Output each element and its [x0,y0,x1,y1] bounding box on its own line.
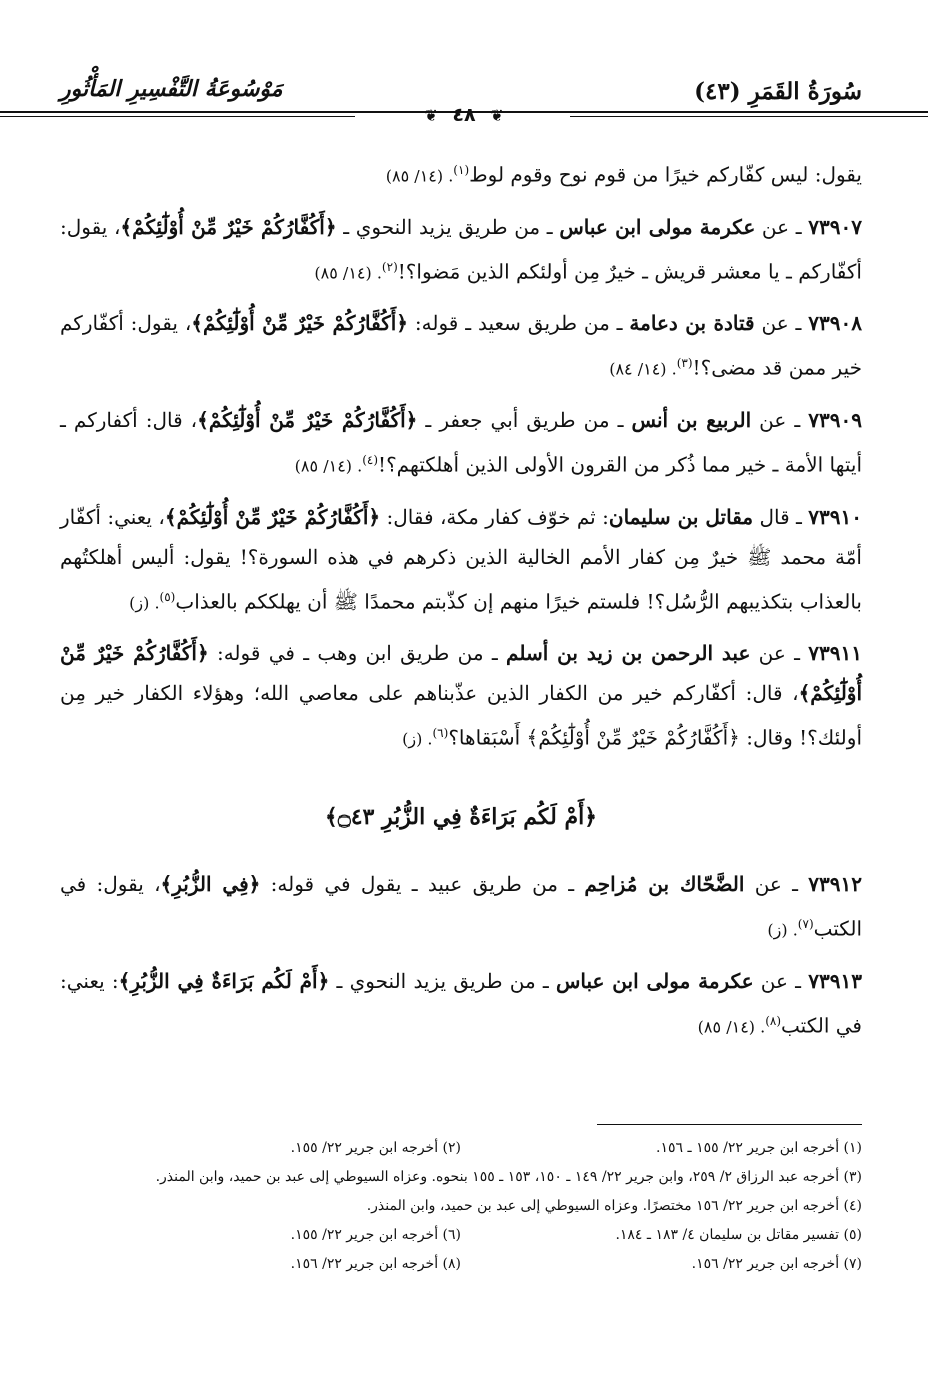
narrator-name: الربيع بن أنس [631,407,752,432]
book-title: مَوْسُوعَةُ التَّفْسِيرِ المَأْثُورِ [60,76,283,102]
volume-reference: . (١٤/ ٨٥) [385,166,454,186]
footnote: (٧) أخرجه ابن جرير ٢٢/ ١٥٦. [691,1256,862,1272]
page-number-block [0,104,928,126]
volume-reference: . (ز) [129,593,160,613]
footnote-marker: (٣) [676,356,693,371]
footnote-marker: (٨) [765,1013,782,1028]
footnote: (٤) أخرجه ابن جرير ٢٢/ ١٥٦ مختصرًا. وعزاه السيوطي إلى عبد بن حميد، وابن المنذر. [366,1198,862,1214]
footnote-marker: (٦) [432,726,449,741]
paragraph-lead: ـ قال [753,504,809,529]
paragraph-text: يقول: ليس كفّاركم خيرًا من قوم نوح وقوم لوط [469,162,862,187]
footnote: (٦) أخرجه ابن جرير ٢٢/ ١٥٥. [290,1227,461,1243]
page-number: ٤٨ [452,104,476,126]
paragraph [60,864,862,951]
paragraph-text: ، يعني: أكفّار أمّة محمد ﷺ خيرٌ مِن كفار الأمم الخالية الذين ذكرهم في هذه السورة؟! يقول: أليس أهلكتُهم بالعذاب بتكذيبهم الرُّسُل؟! فلستم خيرًا منهم إن كذّبتم محمدًا ﷺ أن يهلككم بالعذاب [60,504,862,614]
footnote-marker: (١) [453,163,470,177]
quran-quote: ﴿أَكُفَّارُكُمْ خَيْرٌ مِّنْ أُوْلَٰٓئِكُمْ﴾ [60,641,862,706]
narrator-name: عكرمة مولى ابن عباس [559,214,756,239]
narrator-name: الضَّحّاك بن مُزاحِم [584,871,745,896]
quran-quote: ﴿أَمْ لَكُم بَرَاءَةٌ فِي الزُّبُرِ﴾ [118,968,330,993]
narrator-name: عبد الرحمن بن زيد بن أسلم [506,641,751,666]
footnote-marker: (٥) [159,589,176,604]
chain-text: ـ من طريق سعيد ـ قوله: [408,311,630,336]
paragraph [60,633,862,760]
footnote: (١) أخرجه ابن جرير ٢٢/ ١٥٥ ـ ١٥٦. [656,1140,862,1156]
narration-number: ٧٣٩١٠ [808,504,862,529]
chain-text: ـ من طريق يزيد النحوي ـ [329,968,556,993]
paragraph-text: ، قال: أكفّاركم خير من الكفار الذين عذّبناهم على معاصي الله؛ وهؤلاء الكفار خير مِن أولئك؟! وقال: ﴿أَكُفَّارُكُمْ خَيْرٌ مِّنْ أُوْلَٰٓئِكُمْ﴾ أَسْبَقاها؟ [60,681,862,750]
paragraph-lead: ـ عن [755,214,809,239]
footnotes [60,1134,862,1279]
chain-text: ـ من طريق عبيد ـ يقول في قوله: [260,871,585,896]
page-header [60,0,862,104]
footnote: (٢) أخرجه ابن جرير ٢٢/ ١٥٥. [290,1140,461,1156]
volume-reference: . (١٤/ ٨٥) [294,456,363,476]
ornament-icon: ❦ [424,106,438,125]
paragraph [60,207,862,294]
paragraph [60,400,862,487]
paragraph [60,497,862,624]
narration-number: ٧٣٩٠٨ [808,311,862,336]
quran-quote: ﴿أَكُفَّارُكُمْ خَيْرٌ مِّنْ أُوْلَٰٓئِكُمْ﴾ [197,407,418,432]
narrator-name: عكرمة مولى ابن عباس [556,968,754,993]
paragraph-lead: ـ عن [744,871,809,896]
narration-number: ٧٣٩٠٧ [808,214,862,239]
narration-number: ٧٣٩٠٩ [808,407,862,432]
narrator-name: قتادة بن دعامة [629,311,755,336]
paragraph-lead: ـ عن [751,407,809,432]
chain-text: : ثم خوّف كفار مكة، فقال: [380,504,609,529]
footnote-separator [597,1124,862,1125]
verse-heading: ﴿أَمْ لَكُم بَرَاءَةٌ فِي الزُّبُرِ ۝٤٣﴾ [324,803,598,830]
quran-quote: ﴿أَكُفَّارُكُمْ خَيْرٌ مِّنْ أُوْلَٰٓئِكُمْ﴾ [191,311,409,336]
paragraph-text: ، يقول: في الكتب [60,871,862,941]
paragraph-text: ، يقول: أكفّاركم ـ يا معشر قريش ـ خيرٌ مِن أولئكم الذين مَضوا؟! [60,214,862,284]
footnote: (٣) أخرجه عبد الرزاق ٢/ ٢٥٩، وابن جرير ٢٢/ ١٤٩ ـ ١٥٠، ١٥٣ ـ ١٥٥ بنحوه. وعزاه السيوطي إلى عبد بن حميد، وابن المنذر. [155,1169,862,1185]
quran-quote: ﴿أَكُفَّارُكُمْ خَيْرٌ مِّنْ أُوْلَٰٓئِكُمْ﴾ [120,214,337,239]
paragraph-text: : يعني: في الكتب [60,968,862,1038]
paragraph-text: ، قال: أكفاركم ـ أيتها الأمة ـ خير مما ذُكر من القرون الأولى الذين أهلكتهم؟! [60,407,862,477]
paragraph [60,303,862,390]
paragraph [60,150,862,197]
footnote-row [60,1221,862,1250]
ornament-icon: ❦ [490,106,504,125]
narration-number: ٧٣٩١٢ [808,871,862,896]
volume-reference: . (١٤/ ٨٤) [609,359,677,379]
footnote: (٥) تفسير مقاتل بن سليمان ٤/ ١٨٣ ـ ١٨٤. [615,1227,862,1243]
chain-text: ـ من طريق يزيد النحوي ـ [336,214,560,239]
volume-reference: . (ز) [767,920,798,940]
footnote: (٨) أخرجه ابن جرير ٢٢/ ١٥٦. [290,1256,461,1272]
volume-reference: . (ز) [402,729,433,749]
footnote-marker: (٤) [362,452,379,467]
surah-title: سُورَةُ القَمَرِ (٤٣) [694,78,862,105]
paragraph-lead: ـ عن [754,311,809,336]
narrator-name: مقاتل بن سليمان [608,504,754,529]
paragraph-text: ، يقول: أكفّاركم خير ممن قد مضى؟! [60,311,862,380]
volume-reference: . (١٤/ ٨٥) [697,1017,766,1037]
paragraph-lead: ـ عن [753,968,809,993]
volume-reference: . (١٤/ ٨٥) [314,263,382,283]
chain-text: ـ من طريق أبي جعفر ـ [417,407,632,432]
chain-text: ـ من طريق ابن وهب ـ في قوله: [208,641,507,666]
footnote-marker: (٢) [381,259,398,274]
paragraph-lead: ـ عن [750,641,809,666]
footnote-row [60,1250,862,1279]
paragraph [60,961,862,1048]
footnote-marker: (٧) [797,916,814,931]
quran-quote: ﴿أَكُفَّارُكُمْ خَيْرٌ مِّنْ أُوْلَٰٓئِكُمْ﴾ [164,504,381,529]
narration-number: ٧٣٩١١ [808,641,862,666]
footnote-row [60,1134,862,1163]
quran-quote: ﴿فِي الزُّبُرِ﴾ [160,871,261,896]
narration-number: ٧٣٩١٣ [808,968,862,993]
main-text [60,150,862,1057]
